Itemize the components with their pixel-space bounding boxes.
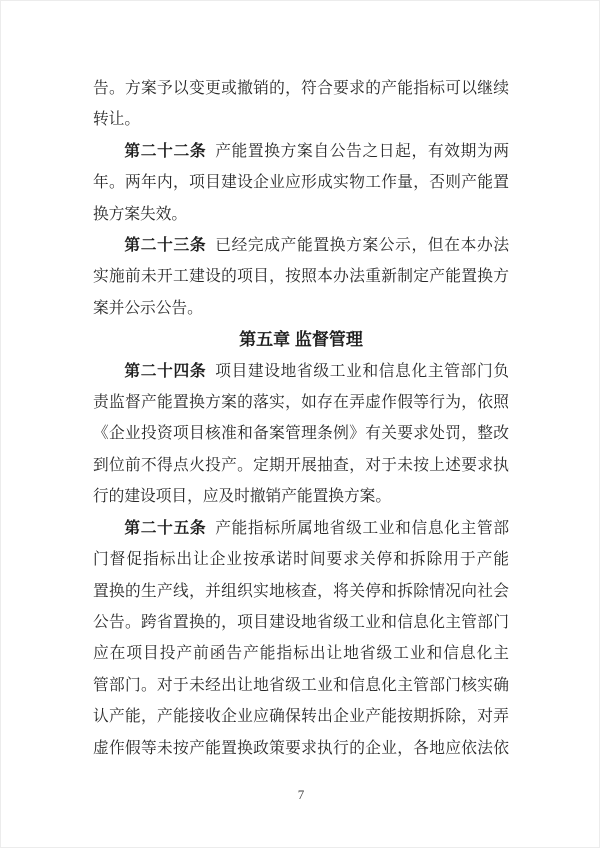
line-text: 产能置换方案自公告之日起，有效期为两 [215,142,510,160]
text-line [93,607,509,638]
text-line [93,418,509,449]
line-text: 《企业投资项目核准和备案管理条例》有关要求处罚，整改 [93,425,509,443]
text-line [93,513,509,544]
line-text: 行的建设项目，应及时撤销产能置换方案。 [93,488,392,506]
line-text: 年。两年内，项目建设企业应形成实物工作量，否则产能置 [93,174,509,192]
line-text: 公告。跨省置换的，项目建设地省级工业和信息化主管部门 [93,613,509,631]
text-line [93,136,509,167]
line-text: 虚作假等未按产能置换政策要求执行的企业，各地应依法依 [93,739,509,757]
text-line [93,576,509,607]
line-text: 转让。 [93,111,141,129]
line-text: 案并公示公告。 [93,299,203,317]
line-text: 责监督产能置换方案的落实，如存在弄虚作假等行为，依照 [93,394,509,412]
text-line [93,481,509,512]
text-line [93,167,509,198]
article-number: 第二十四条 [124,362,207,380]
text-line [93,387,509,418]
page-number: 7 [297,787,305,802]
line-text: 认产能，产能接收企业应确保转出企业产能按期拆除，对弄 [93,708,509,726]
line-text: 项目建设地省级工业和信息化主管部门负 [215,362,510,380]
line-text: 置换的生产线，并组织实地核查，将关停和拆除情况向社会 [93,582,509,600]
text-line [93,450,509,481]
text-line [93,544,509,575]
line-text: 到位前不得点火投产。定期开展抽查，对于未按上述要求执 [93,456,509,474]
text-line [93,701,509,732]
line-text: 实施前未开工建设的项目，按照本办法重新制定产能置换方 [93,268,509,286]
line-text: 告。方案予以变更或撤销的，符合要求的产能指标可以继续 [93,80,509,97]
line-text: 门督促指标出让企业按承诺时间要求关停和拆除用于产能 [93,551,509,569]
text-line [93,670,509,701]
article-number: 第二十五条 [124,519,207,537]
document-text-block [93,73,509,764]
text-line [93,293,509,324]
line-text: 产能指标所属地省级工业和信息化主管部 [215,519,510,537]
text-line [93,733,509,764]
text-line [93,73,509,104]
text-line [93,230,509,261]
article-number: 第二十三条 [124,237,207,255]
text-line [93,356,509,387]
chapter-heading: 第五章 监督管理 [239,330,363,350]
article-number: 第二十二条 [124,142,207,160]
line-text: 已经完成产能置换方案公示，但在本办法 [215,237,510,255]
text-line [93,199,509,230]
line-text: 应在项目投产前函告产能指标出让地省级工业和信息化主 [93,645,509,663]
text-line [93,104,509,135]
line-text: 管部门。对于未经出让地省级工业和信息化主管部门核实确 [93,676,509,694]
text-line [93,638,509,669]
line-text: 换方案失效。 [93,205,188,223]
text-line [93,261,509,292]
